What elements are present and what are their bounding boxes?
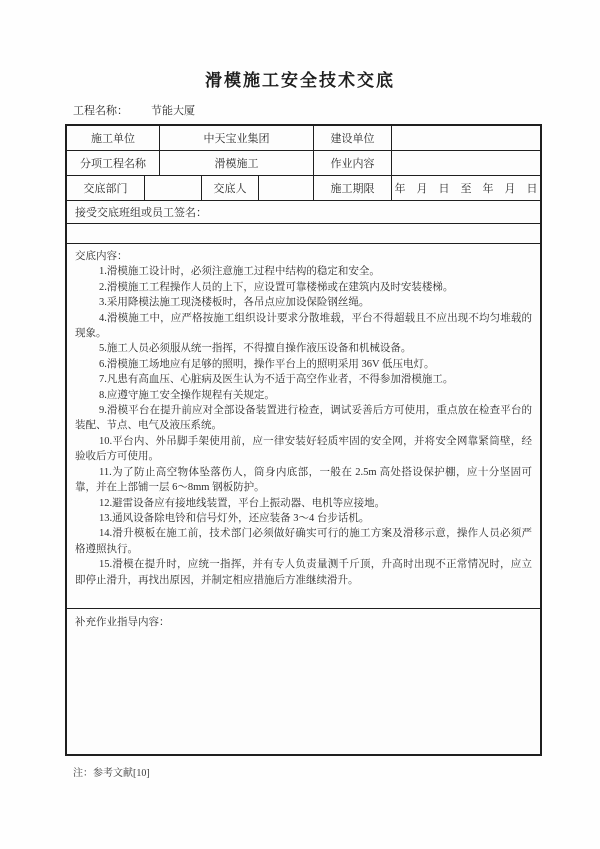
- supplement-heading: 补充作业指导内容：: [75, 617, 170, 628]
- disclosure-item-9: 9.滑模平台在提升前应对全部设备装置进行检查，调试妥善后方可使用，重点放在检查平台的装配、节点、电气及液压系统。: [75, 405, 532, 432]
- disclosure-item-15: 15.滑模在提升时，应统一指挥，并有专人负责量测千斤顶，升高时出现不正常情况时，应立即停止滑升，再找出原因，并制定相应措施后方准继续滑升。: [75, 559, 532, 586]
- construction-unit-value: 中天宝业集团: [160, 126, 314, 150]
- reference-footnote: 注：参考文献[10]: [73, 768, 150, 779]
- period-label: 施工期限: [314, 176, 392, 200]
- disclosure-item-1: 1.滑模施工设计时，必须注意施工过程中结构的稳定和安全。: [99, 266, 380, 278]
- disclosure-content-cell: [67, 244, 540, 608]
- disclosure-item-12: 12.避雷设备应有接地线装置，平台上振动器、电机等应接地。: [99, 497, 386, 509]
- table-row: [67, 176, 540, 201]
- disclosure-item-10: 10.平台内、外吊脚手架使用前，应一律安装好轻质牢固的安全网，并将安全网靠紧筒壁，经验收后方可使用。: [75, 435, 532, 463]
- disclosure-item-8: 8.应遵守施工安全操作规程有关规定。: [99, 389, 275, 401]
- disclosure-dept-field[interactable]: [145, 176, 202, 200]
- disclosure-item-5: 5.施工人员必须服从统一指挥，不得擅自操作液压设备和机械设备。: [99, 343, 412, 355]
- disclosure-item-13: 13.通风设备除电铃和信号灯外，还应装备 3～4 台步话机。: [99, 512, 370, 524]
- client-unit-field[interactable]: [392, 126, 540, 150]
- table-row: [67, 244, 540, 609]
- subproject-value: 滑模施工: [160, 151, 314, 175]
- work-content-label: 作业内容: [314, 151, 392, 175]
- project-name-line: [73, 102, 600, 118]
- disclosure-item-4: 4.滑模施工中，应严格按施工组织设计要求分散堆载，平台不得超载且不应出现不均匀堆载的现象。: [75, 312, 532, 340]
- period-value: 年 月 日 至 年 月 日: [394, 183, 538, 195]
- table-row: [67, 151, 540, 176]
- disclosure-item-11: 11.为了防止高空物体坠落伤人，筒身内底部，一般在 2.5m 高处搭设保护棚，应十分坚固可靠，并在上部铺一层 6～8mm 钢板防护。: [75, 466, 532, 494]
- project-name-value: 节能大厦: [151, 105, 195, 117]
- table-row: [67, 609, 540, 754]
- disclosure-item-3: 3.采用降模法施工现浇楼板时，各吊点应加设保险钢丝绳。: [99, 297, 370, 309]
- supplement-field[interactable]: [67, 609, 540, 754]
- document-title: 滑模施工安全技术交底: [205, 71, 395, 90]
- disclosure-item-6: 6.滑模施工场地应有足够的照明，操作平台上的照明采用 36V 低压电灯。: [99, 358, 435, 370]
- client-unit-label: 建设单位: [314, 126, 392, 150]
- disclosure-item-14: 14.滑升模板在施工前，技术部门必须做好确实可行的施工方案及滑移示意，操作人员必须严格遵照执行。: [75, 528, 532, 555]
- disclosure-item-7: 7.凡患有高血压、心脏病及医生认为不适于高空作业者，不得参加滑模施工。: [99, 374, 454, 386]
- table-row: [67, 201, 540, 224]
- disclosure-dept-label: 交底部门: [67, 176, 145, 200]
- discloser-label: 交底人: [202, 176, 259, 200]
- project-name-label: 工程名称：: [73, 105, 128, 117]
- table-row: [67, 126, 540, 151]
- table-row: [67, 224, 540, 244]
- disclosure-item-2: 2.滑模施工工程操作人员的上下，应设置可靠楼梯或在建筑内及时安装楼梯。: [99, 281, 454, 293]
- disclosure-content-heading: 交底内容：: [75, 251, 128, 262]
- discloser-field[interactable]: [259, 176, 314, 200]
- work-content-field[interactable]: [392, 151, 540, 175]
- signature-label: 接受交底班组或员工签名：: [75, 207, 207, 219]
- signature-field[interactable]: [67, 224, 540, 243]
- disclosure-form-table: [65, 124, 542, 756]
- construction-unit-label: 施工单位: [67, 126, 160, 150]
- subproject-label: 分项工程名称: [67, 151, 160, 175]
